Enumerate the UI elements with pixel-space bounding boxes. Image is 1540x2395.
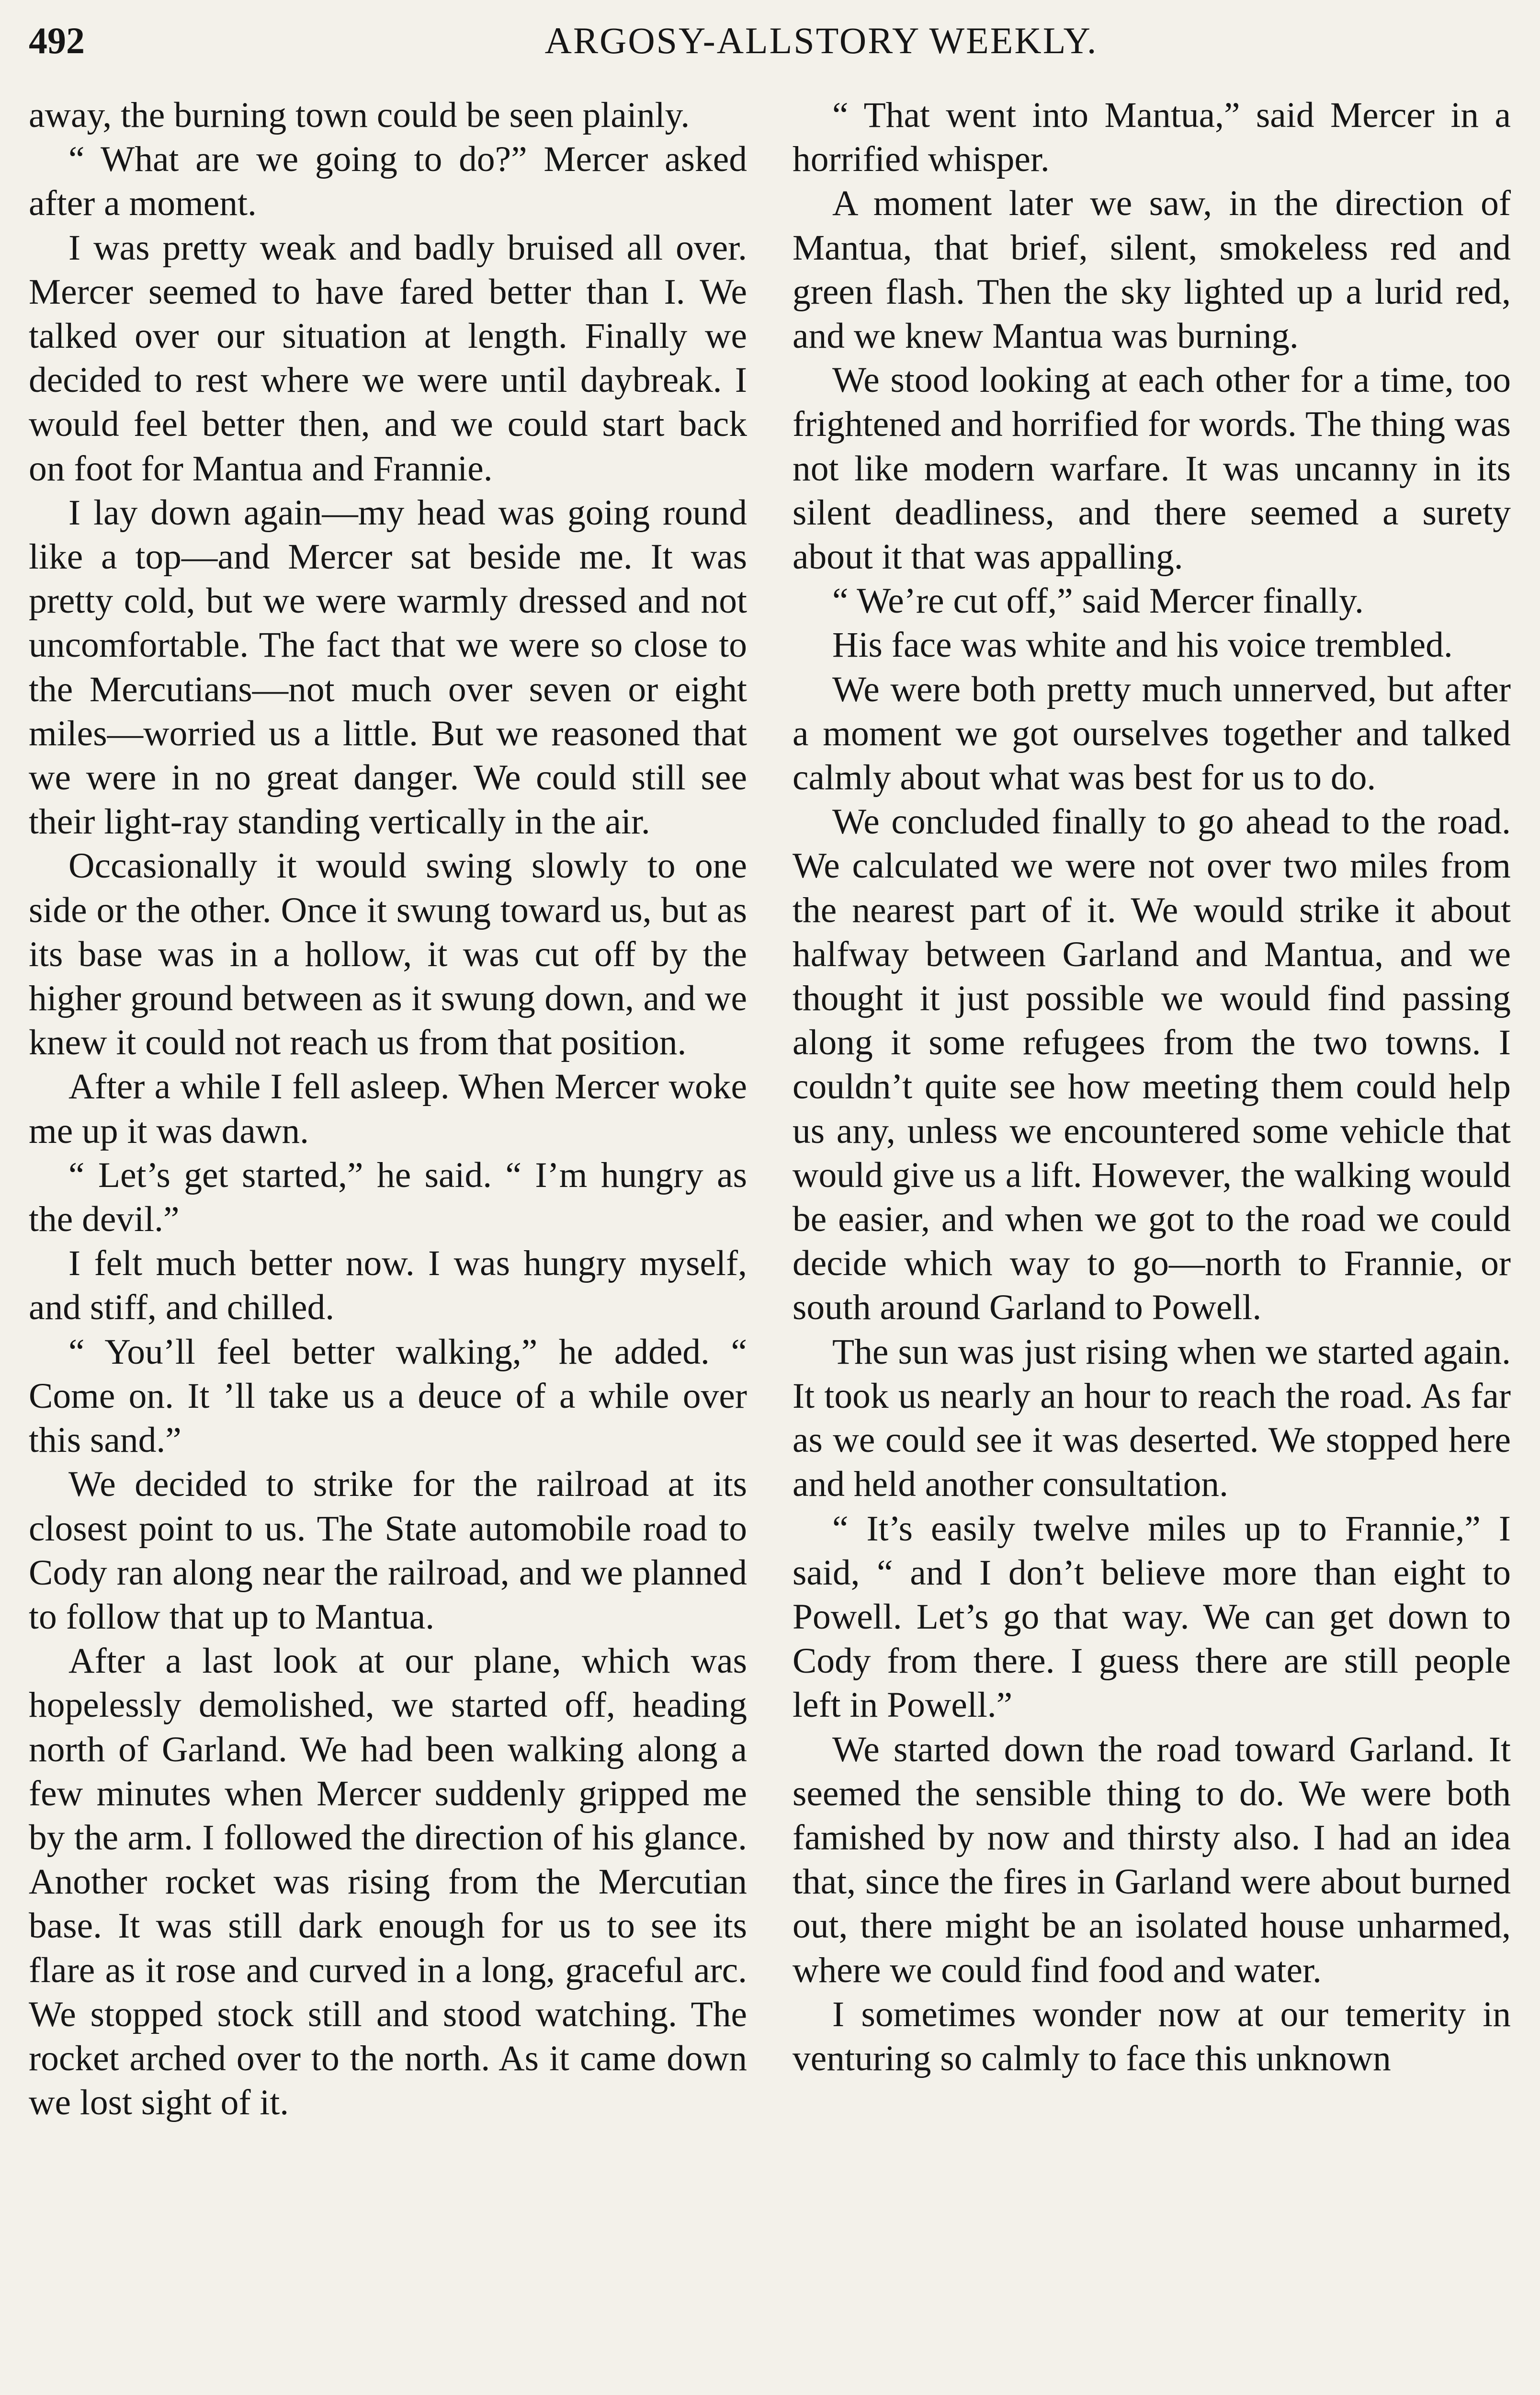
paragraph: We decided to strike for the railroad at its closest point to us. The State automobile road to Cody ran along near the railroad, and we planned to follow that up to Mantua. — [29, 1464, 747, 1637]
paragraph: “ You’ll feel better walking,” he added. “ Come on. It ’ll take us a deuce of a while over this sand.” — [29, 1332, 747, 1460]
paragraph: “ That went into Mantua,” said Mercer in a horrified whisper. — [793, 95, 1511, 180]
paragraph: “ Let’s get started,” he said. “ I’m hungry as the devil.” — [29, 1155, 747, 1240]
paragraph: I was pretty weak and badly bruised all over. Mercer seemed to have fared better than I. We talked over our situation at length. Finally we decided to rest where we were until daybreak. I would feel better then, and we could start back on foot for Mantua and Frannie. — [29, 228, 747, 489]
paragraph: I felt much better now. I was hungry myself, and stiff, and chilled. — [29, 1243, 747, 1328]
paragraph: We were both pretty much unnerved, but after a moment we got ourselves together and talked calmly about what was best for us to do. — [793, 669, 1511, 798]
paragraph: “ We’re cut off,” said Mercer finally. — [832, 581, 1364, 621]
paragraph: The sun was just rising when we started again. It took us nearly an hour to reach the road. As far as we could see it was deserted. We stopped here and held another consultation. — [793, 1332, 1511, 1505]
paragraph: “ What are we going to do?” Mercer asked after a moment. — [29, 139, 747, 224]
paragraph: After a last look at our plane, which was hopelessly demolished, we started off, heading north of Garland. We had been walking along a few minutes when Mercer suddenly gripped me by the arm. I followed the direction of his glance. Another rocket was rising from the Mercutian base. It was still dark enough for us to see its flare as it rose and curved in a long, graceful arc. We stopped stock still and stood watching. The rocket arched over to the north. As it came down we lost sight of it. — [29, 1641, 747, 2123]
paragraph: His face was white and his voice trembled. — [832, 625, 1453, 665]
paragraph: I sometimes wonder now at our temerity in venturing so calmly to face this unknown — [793, 1994, 1511, 2078]
paragraph: A moment later we saw, in the direction of Mantua, that brief, silent, smokeless red and green flash. Then the sky lighted up a lurid red, and we knew Mantua was burning. — [793, 183, 1511, 356]
left-column — [29, 93, 747, 2125]
paragraph: We concluded finally to go ahead to the road. We calculated we were not over two miles from the nearest part of it. We would strike it about halfway between Garland and Mantua, and we thought it just possible we would find passing along it some refugees from the two towns. I couldn’t quite see how meeting them could help us any, unless we encountered some vehicle that would give us a lift. However, the walking would be easier, and when we got to the road we could decide which way to go—north to Frannie, or south around Garland to Powell. — [793, 802, 1511, 1328]
paragraph: I lay down again—my head was going round like a top—and Mercer sat beside me. It was pretty cold, but we were warmly dressed and not uncomfortable. The fact that we were so close to the Mercutians—not much over seven or eight miles—worried us a little. But we reasoned that we were in no great danger. We could still see their light-ray standing vertically in the air. — [29, 492, 747, 842]
right-column — [793, 93, 1511, 2081]
paragraph: away, the burning town could be seen plainly. — [29, 95, 690, 135]
paragraph: Occasionally it would swing slowly to one side or the other. Once it swung toward us, but as its base was in a hollow, it was cut off by the higher ground between as it swung down, and we knew it could not reach us from that position. — [29, 846, 747, 1063]
page-number: 492 — [29, 20, 85, 61]
running-head — [29, 14, 1508, 67]
paragraph: “ It’s easily twelve miles up to Frannie,” I said, “ and I don’t believe more than eight to Powell. Let’s go that way. We can get down to Cody from there. I guess there are still people left in Powell.” — [793, 1508, 1511, 1725]
magazine-title: ARGOSY-ALLSTORY WEEKLY. — [544, 20, 1098, 61]
paragraph: After a while I fell asleep. When Mercer woke me up it was dawn. — [29, 1067, 747, 1151]
paragraph: We started down the road toward Garland. It seemed the sensible thing to do. We were both famished by now and thirsty also. I had an idea that, since the fires in Garland were about burned out, there might be an isolated house unharmed, where we could find food and water. — [793, 1729, 1511, 1990]
paragraph: We stood looking at each other for a time, too frightened and horrified for words. The thing was not like modern warfare. It was uncanny in its silent deadliness, and there seemed a surety about it that was appalling. — [793, 360, 1511, 577]
